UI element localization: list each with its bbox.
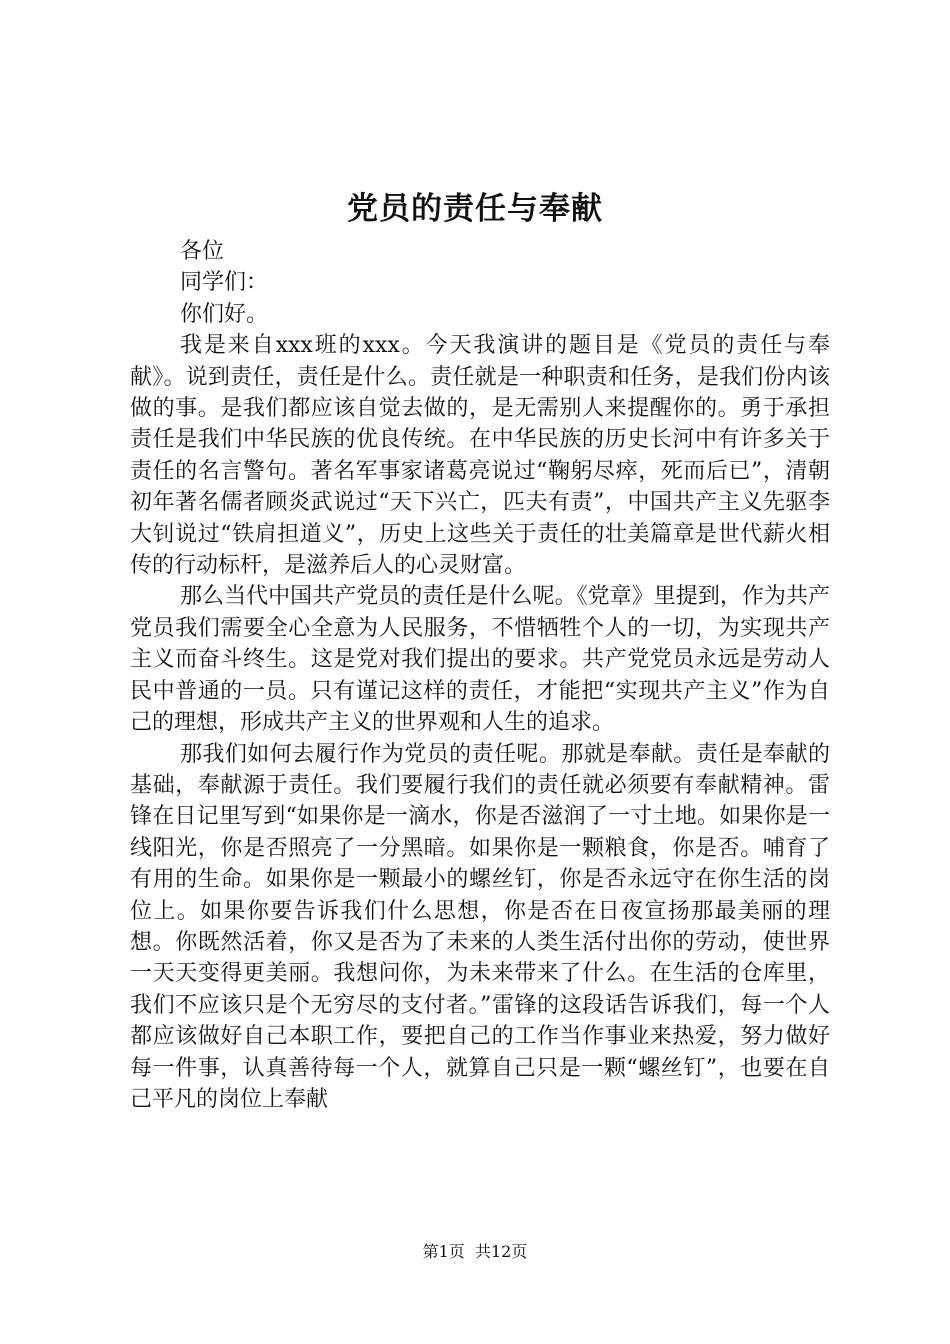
body-paragraph: 我是来自xxx班的xxx。今天我演讲的题目是《党员的责任与奉献》。说到责任，责任是什么。责任就是一种职责和任务，是我们份内该做的事。是我们都应该自觉去做的，是无需别人来提醒你的。勇于承担责任是我们中华民族的优良传统。在中华民族的历史长河中有许多关于责任的名言警句。著名军事家诸葛亮说过“鞠躬尽瘁，死而后已”，清朝初年著名儒者顾炎武说过“天下兴亡，匹夫有责”，中国共产主义先驱李大钊说过“铁肩担道义”，历史上这些关于责任的壮美篇章是世代薪火相传的行动标杆，是滋养后人的心灵财富。 [130,333,830,579]
document-body [130,236,830,1115]
footer-separator [465,1242,475,1261]
page-total: 共12页 [474,1242,528,1261]
salutation-line: 各位 [180,239,225,264]
page-number: 第1页 [422,1242,465,1261]
salutation-line: 同学们： [180,270,269,296]
body-paragraph: 那我们如何去履行作为党员的责任呢。那就是奉献。责任是奉献的基础，奉献源于责任。我们要履行我们的责任就必须要有奉献精神。雷锋在日记里写到“如果你是一滴水，你是否滋润了一寸土地。如果你是一线阳光，你是否照亮了一分黑暗。如果你是一颗粮食，你是否。哺育了有用的生命。如果你是一颗最小的螺丝钉，你是否永远守在你生活的岗位上。如果你要告诉我们什么思想，你是否在日夜宣扬那最美丽的理想。你既然活着，你又是否为了未来的人类生活付出你的劳动，使世界一天天变得更美丽。我想问你，为未来带来了什么。在生活的仓库里，我们不应该只是个无穷尽的支付者。”雷锋的这段话告诉我们，每一个人都应该做好自己本职工作，要把自己的工作当作事业来热爱，努力做好每一件事，认真善待每一个人，就算自己只是一颗“螺丝钉”，也要在自己平凡的岗位上奉献 [130,741,830,1112]
document-title: 党员的责任与奉献 [347,191,603,227]
body-paragraph: 那么当代中国共产党员的责任是什么呢。《党章》里提到，作为共产党员我们需要全心全意为人民服务，不惜牺牲个人的一切，为实现共产主义而奋斗终生。这是党对我们提出的要求。共产党党员永远是劳动人民中普通的一员。只有谨记这样的责任，才能把“实现共产主义”作为自己的理想，形成共产主义的世界观和人生的追求。 [130,584,830,736]
greeting-line: 你们好。 [180,301,269,327]
page-footer [0,1240,950,1264]
